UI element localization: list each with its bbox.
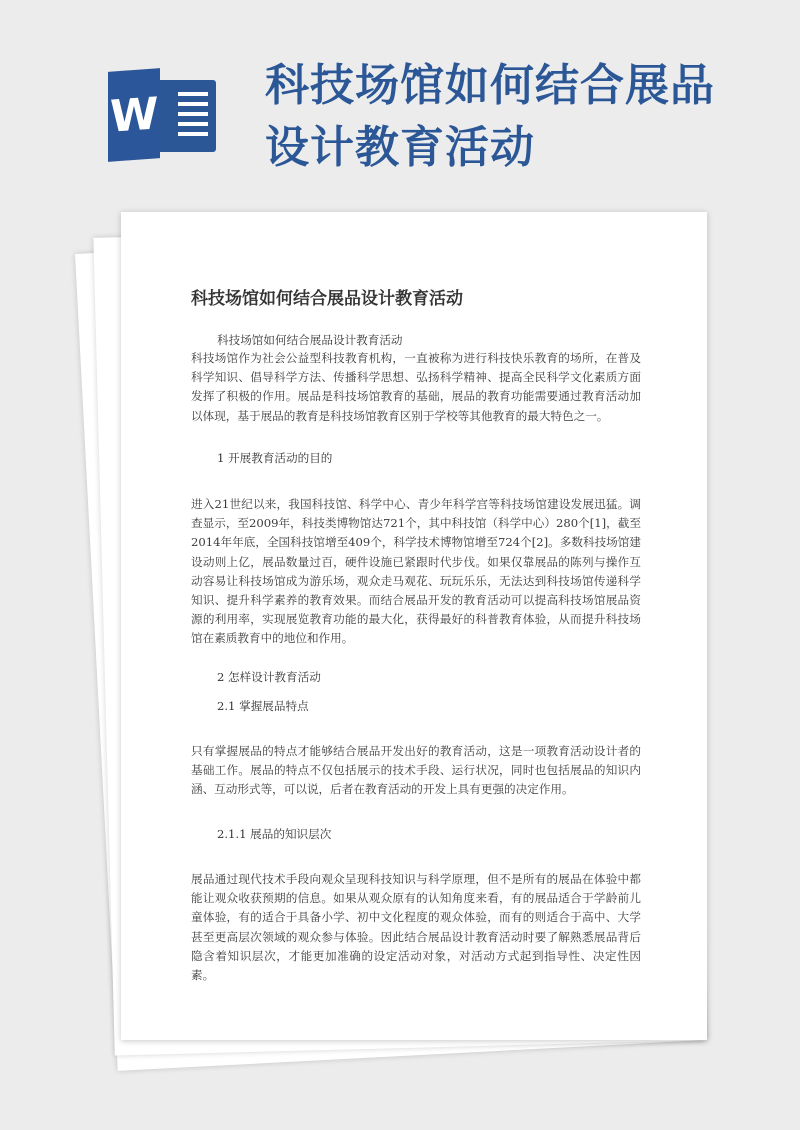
paragraph-knowledge (191, 870, 641, 985)
paragraph-purpose (191, 495, 641, 649)
section-heading-2-1-1: 2.1.1 展品的知识层次 (217, 827, 332, 841)
section-heading-1: 1 开展教育活动的目的 (217, 451, 333, 465)
paragraph-knowledge-text: 展品通过现代技术手段向观众呈现科技知识与科学原理，但不是所有的展品在体验中都能让观众收获预期的信息。如果从观众原有的认知角度来看，有的展品适合于学龄前儿童体验，有的适合于具备小学、初中文化程度的观众体验，而有的则适合于高中、大学甚至更高层次领域的观众参与体验。因此结合展品设计教育活动时要了解熟悉展品背后隐含着知识层次，才能更加准确的设定活动对象，对活动方式起到指导性、决定性因素。 (191, 872, 641, 983)
hero-title-line1: 科技场馆如何结合展品 (265, 60, 715, 111)
paragraph-intro (191, 349, 641, 426)
paragraph-features (191, 742, 641, 800)
section-heading-2: 2 怎样设计教育活动 (217, 670, 321, 684)
paragraph-purpose-text: 进入21世纪以来，我国科技馆、科学中心、青少年科学宫等科技场馆建设发展迅猛。调查显示，至2009年，科技类博物馆达721个，其中科技馆（科学中心）280个[1]，截至2014年年底，全国科技馆增至409个，科学技术博物馆增至724个[2]。多数科技场馆建设动则上亿，展品数量过百，硬件设施已紧跟时代步伐。如果仅靠展品的陈列与操作互动容易让科技场馆成为游乐场，观众走马观花、玩玩乐乐，无法达到科技场馆传递科学知识、提升科学素养的教育效果。而结合展品开发的教育活动可以提高科技场馆展品资源的利用率，实现展览教育功能的最大化，获得最好的科普教育体验，从而提升科技场馆在素质教育中的地位和作用。 (191, 497, 641, 646)
word-logo-icon (108, 70, 218, 160)
word-w-icon: W (108, 68, 160, 162)
document-title: 科技场馆如何结合展品设计教育活动 (191, 289, 463, 309)
hero-title (265, 55, 785, 179)
section-heading-2-1: 2.1 掌握展品特点 (217, 699, 309, 713)
paragraph-intro-text: 科技场馆作为社会公益型科技教育机构，一直被称为进行科技快乐教育的场所，在普及科学知识、倡导科学方法、传播科学思想、弘扬科学精神、提高全民科学文化素质方面发挥了积极的作用。展品是科技场馆教育的基础，展品的教育功能需要通过教育活动加以体现，基于展品的教育是科技场馆教育区别于学校等其他教育的最大特色之一。 (191, 351, 641, 423)
hero-title-line2: 设计教育活动 (265, 122, 535, 173)
document-page (121, 212, 707, 1040)
intro-subtitle: 科技场馆如何结合展品设计教育活动 (217, 333, 403, 347)
paragraph-features-text: 只有掌握展品的特点才能够结合展品开发出好的教育活动，这是一项教育活动设计者的基础工作。展品的特点不仅包括展示的技术手段、运行状况，同时也包括展品的知识内涵、互动形式等，可以说，后者在教育活动的开发上具有更强的决定作用。 (191, 744, 641, 797)
